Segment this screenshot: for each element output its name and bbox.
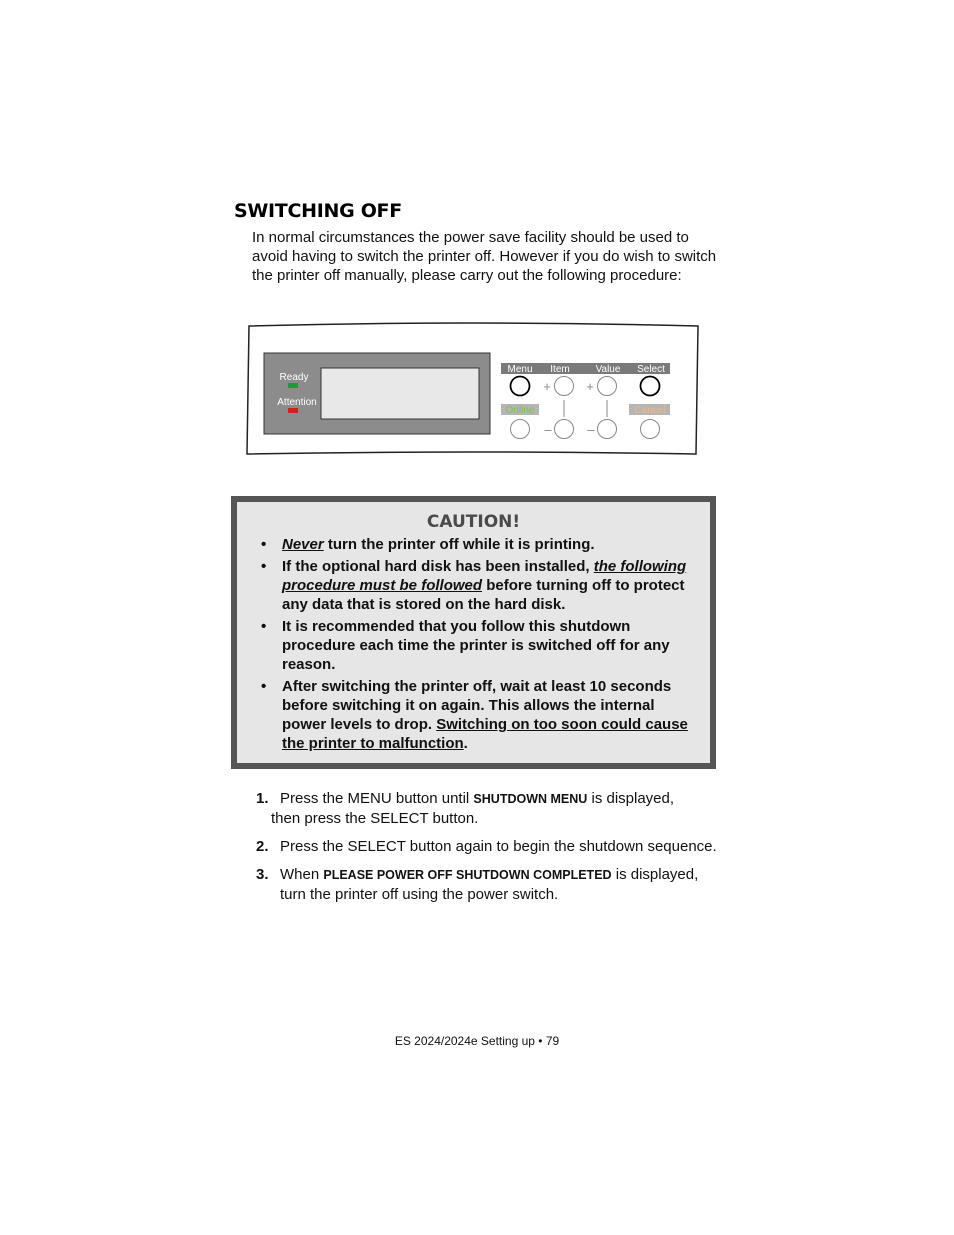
- control-panel-illustration: [240, 318, 706, 460]
- item-plus-icon: +: [543, 379, 551, 394]
- value-plus-button[interactable]: [598, 377, 617, 396]
- caution-never-emphasis: Never: [282, 536, 324, 553]
- caution-item-hard-disk: [256, 557, 698, 614]
- online-button[interactable]: [511, 420, 530, 439]
- section-heading: SWITCHING OFF: [234, 200, 402, 222]
- select-label: Select: [637, 364, 665, 375]
- attention-led-icon: [288, 408, 298, 413]
- caution-item-recommended: [256, 617, 698, 674]
- menu-label: Menu: [507, 364, 533, 375]
- attention-label: Attention: [277, 397, 317, 408]
- lcd-display: [321, 368, 479, 419]
- item-label: Item: [550, 364, 570, 375]
- caution-title: CAUTION!: [426, 512, 521, 532]
- caution-box: [231, 496, 716, 769]
- step-number: 1.: [256, 790, 269, 807]
- page-footer: ES 2024/2024e Setting up • 79: [394, 1034, 560, 1048]
- caution-recommended-text: It is recommended that you follow this shutdown procedure each time the printer is switched off for any reason.: [282, 618, 670, 673]
- select-button[interactable]: [641, 377, 660, 396]
- caution-item-wait: [256, 677, 698, 753]
- value-plus-icon: +: [586, 379, 594, 394]
- step-text-pre: When: [280, 866, 324, 883]
- step-item: [256, 865, 726, 904]
- step-text: Press the SELECT button again to begin the shutdown sequence.: [280, 838, 717, 855]
- caution-never-text: turn the printer off while it is printing.: [323, 536, 595, 553]
- step-number: 3.: [256, 866, 269, 883]
- value-label: Value: [595, 364, 621, 375]
- bullet: •: [261, 558, 267, 575]
- step-text-pre: Press the MENU button until: [280, 790, 474, 807]
- bullet: •: [261, 536, 267, 553]
- step-number: 2.: [256, 838, 269, 855]
- online-label: Online: [505, 405, 535, 416]
- step-text-post: is displayed,: [587, 790, 675, 807]
- caution-hard-disk-rest: before turning off to protect any data that is stored on the hard disk.: [282, 577, 685, 613]
- step-text-post: is displayed, turn the printer off using the power switch.: [280, 866, 699, 903]
- value-minus-icon: –: [587, 422, 595, 437]
- item-plus-button[interactable]: [555, 377, 574, 396]
- step-display-code: SHUTDOWN MENU: [473, 792, 588, 806]
- caution-wait-pre: After switching the printer off, wait at least 10 seconds before switching it on again. This allows the internal power levels to drop.: [282, 678, 672, 733]
- value-minus-button[interactable]: [598, 420, 617, 439]
- cancel-label: Cancel: [634, 405, 666, 416]
- bullet: •: [261, 678, 267, 695]
- step-item: [256, 837, 726, 856]
- ready-led-icon: [288, 383, 298, 388]
- item-minus-icon: –: [544, 422, 552, 437]
- control-panel-svg: [240, 318, 706, 460]
- caution-hard-disk-emphasis: the following procedure must be followed: [282, 558, 687, 594]
- step-text-line2: then press the SELECT button.: [271, 810, 479, 827]
- ready-label: Ready: [279, 372, 309, 383]
- caution-wait-underline: Switching on too soon could cause the printer to malfunction: [282, 716, 688, 752]
- intro-paragraph: In normal circumstances the power save facility should be used to avoid having to switch the printer off. However if you do wish to switch the printer off manually, please carry out the following procedure:: [252, 229, 717, 284]
- caution-hard-disk-pre: If the optional hard disk has been installed,: [282, 558, 594, 575]
- item-minus-button[interactable]: [555, 420, 574, 439]
- procedure-steps: [256, 789, 726, 913]
- bullet: •: [261, 618, 267, 635]
- caution-wait-end: .: [463, 735, 468, 752]
- caution-item-never: [256, 535, 698, 554]
- cancel-button[interactable]: [641, 420, 660, 439]
- caution-list: [237, 535, 710, 753]
- step-item: [256, 789, 726, 828]
- menu-button[interactable]: [511, 377, 530, 396]
- step-display-code: PLEASE POWER OFF SHUTDOWN COMPLETED: [323, 868, 612, 882]
